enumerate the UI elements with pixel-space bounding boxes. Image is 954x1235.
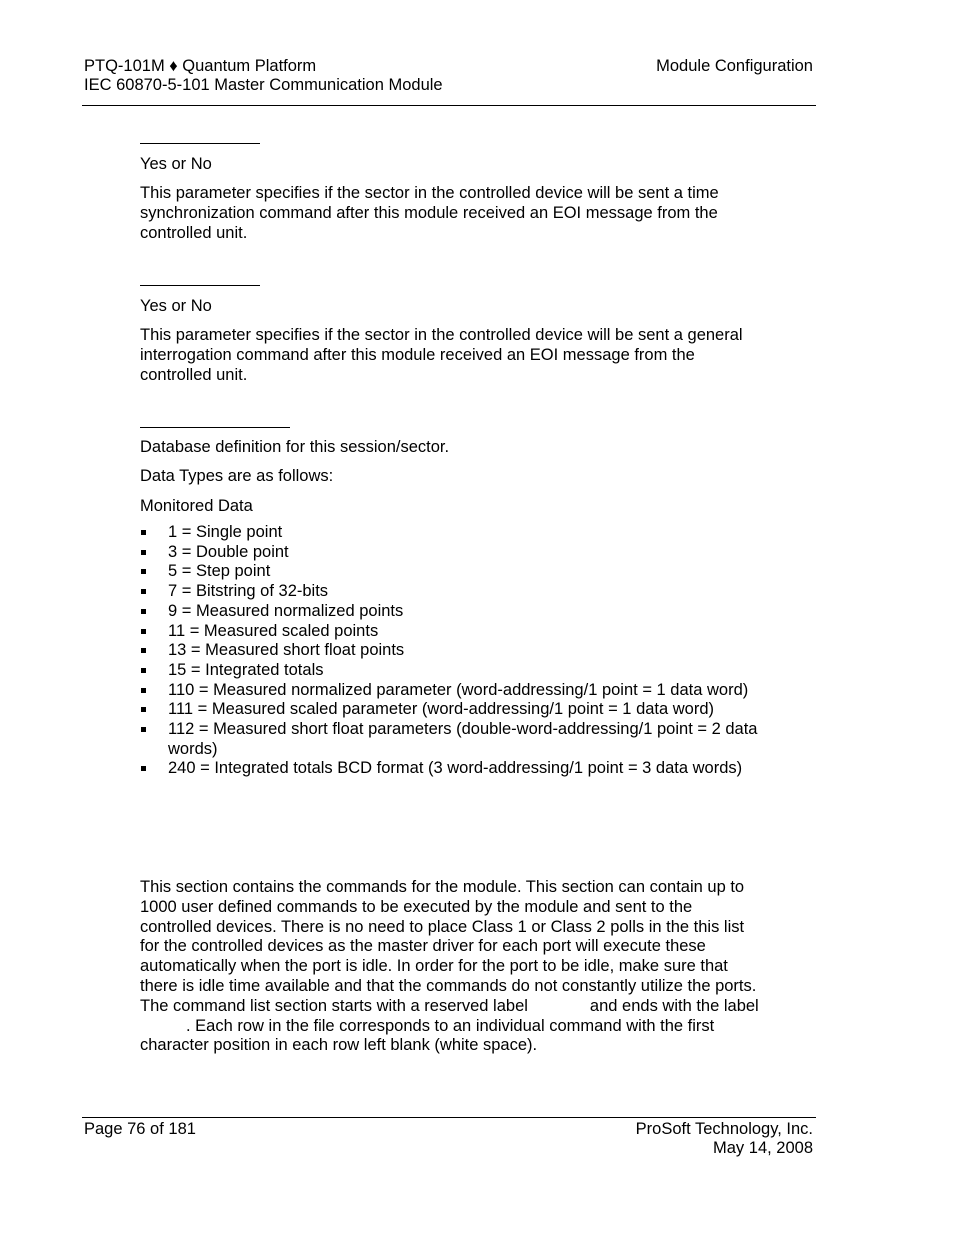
command-list-description: This section contains the commands for the module. This section can contain up to 1000 user defined commands to be executed by the module and sent to the controlled devices. There is no need to place Class 1 or Class 2 polls in the this list for the controlled devices as the master driver for each port will execute these automatically when the port is idle. In order for the port to be idle, make sure that there is idle time available and that the commands do not constantly utilize the ports. The command list section starts with a reserved label and ends with the label. Each row in the file corresponds to an individual command with the first character position in each row left blank (white space). (140, 878, 759, 1055)
header-divider (82, 105, 816, 106)
page-number: Page 76 of 181 (84, 1120, 196, 1138)
footer-company: ProSoft Technology, Inc. (635, 1120, 813, 1138)
monitored-data-label: Monitored Data (140, 497, 253, 515)
list-item: 111 = Measured scaled parameter (word-addressing/1 point = 1 data word) (140, 700, 760, 720)
list-item: 15 = Integrated totals (140, 661, 760, 681)
bullet-square-icon (141, 727, 146, 732)
list-item: 7 = Bitstring of 32-bits (140, 582, 760, 602)
parameter-heading-rule (140, 143, 260, 144)
bullet-square-icon (141, 629, 146, 634)
bullet-square-icon (141, 530, 146, 535)
parameter-description: This parameter specifies if the sector in the controlled device will be sent a time synchronization command after this module received an EOI message from the controlled unit. (140, 184, 719, 242)
bullet-square-icon (141, 766, 146, 771)
parameter-value-text: Yes or No (140, 155, 212, 173)
database-definition-text: Database definition for this session/sector. (140, 438, 450, 456)
footer-date: May 14, 2008 (713, 1139, 813, 1157)
bullet-square-icon (141, 550, 146, 555)
list-item: 112 = Measured short float parameters (double-word-addressing/1 point = 2 data words) (140, 720, 760, 759)
parameter-value-text: Yes or No (140, 297, 212, 315)
header-section-title: Module Configuration (656, 57, 813, 75)
bullet-square-icon (141, 668, 146, 673)
list-item: 110 = Measured normalized parameter (word-addressing/1 point = 1 data word) (140, 681, 760, 701)
list-item: 1 = Single point (140, 523, 760, 543)
list-item: 11 = Measured scaled points (140, 622, 760, 642)
parameter-heading-rule (140, 427, 290, 428)
list-item: 240 = Integrated totals BCD format (3 word-addressing/1 point = 3 data words) (140, 759, 760, 779)
parameter-description: This parameter specifies if the sector in the controlled device will be sent a general interrogation command after this module received an EOI message from the controlled unit. (140, 326, 743, 384)
header-module-name: IEC 60870-5-101 Master Communication Module (84, 76, 443, 94)
data-types-list (140, 523, 760, 779)
header-product: PTQ-101M ♦ Quantum Platform (84, 57, 317, 75)
data-types-intro: Data Types are as follows: (140, 467, 334, 485)
bullet-square-icon (141, 589, 146, 594)
bullet-square-icon (141, 688, 146, 693)
list-item: 9 = Measured normalized points (140, 602, 760, 622)
list-item: 5 = Step point (140, 562, 760, 582)
footer-divider (82, 1117, 816, 1118)
bullet-square-icon (141, 569, 146, 574)
bullet-square-icon (141, 648, 146, 653)
list-item: 3 = Double point (140, 543, 760, 563)
bullet-square-icon (141, 609, 146, 614)
bullet-square-icon (141, 707, 146, 712)
list-item: 13 = Measured short float points (140, 641, 760, 661)
parameter-heading-rule (140, 285, 260, 286)
